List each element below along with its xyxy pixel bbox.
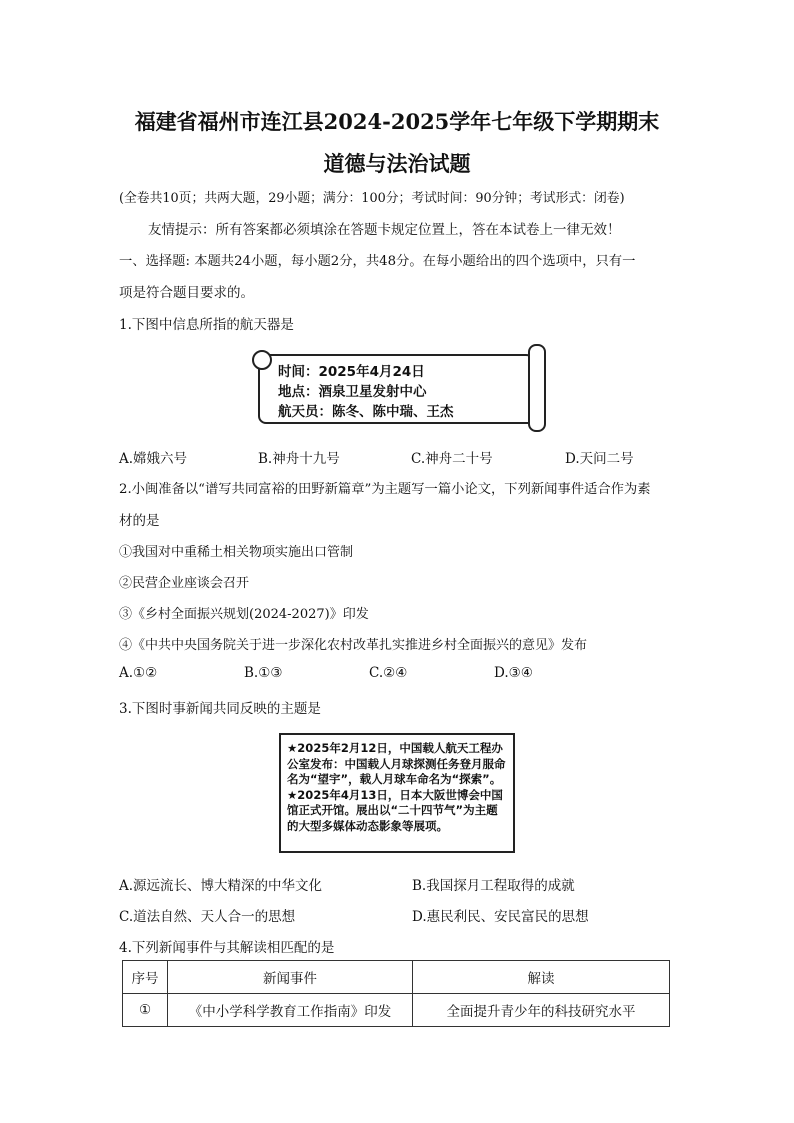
paper-title-line1: 福建省福州市连江县2024-2025学年七年级下学期期末 [134,109,660,134]
row-interpretation: 全面提升青少年的科技研究水平 [413,994,670,1027]
q1-option-b[interactable]: B.神舟十九号 [258,451,340,467]
q2-item-4: ④《中共中央国务院关于进一步深化农村改革扎实推进乡村全面振兴的意见》发布 [119,638,588,653]
q2-stem-line2: 材的是 [119,513,160,529]
q2-option-b[interactable]: B.①③ [244,665,283,681]
q3-news-item-2: ★2025年4月13日，日本大阪世博会中国馆正式开馆。展出以“二十四节气”为主题的大型多媒体动态影象等展项。 [287,787,503,833]
q1-option-d[interactable]: D.天问二号 [565,451,634,467]
section1-instructions-line1: 一、选择题: 本题共24小题，每小题2分，共48分。在每小题给出的四个选项中，只有一 [119,254,636,269]
section1-instructions-line2: 项是符合题目要求的。 [119,285,254,301]
q1-scroll-line1: 时间：2025年4月24日 [278,364,425,380]
friendly-tip: 友情提示：所有答案都必须填涂在答题卡规定位置上，答在本试卷上一律无效！ [148,222,621,238]
q2-option-c[interactable]: C.②④ [369,665,408,681]
table-row [123,994,670,1027]
q1-scroll-line3: 航天员：陈冬、陈中瑞、王杰 [278,404,454,420]
exam-info: (全卷共10页；共两大题，29小题；满分：100分；考试时间：90分钟；考试形式：闭卷) [119,191,625,206]
q1-option-a[interactable]: A.嫦娥六号 [119,451,188,467]
q3-news-box [279,733,515,853]
q2-option-d[interactable]: D.③④ [494,665,533,681]
q4-table [122,960,670,1027]
q2-item-1: ①我国对中重稀土相关物项实施出口管制 [119,545,354,560]
table-header-row [123,961,670,994]
header-cell-event: 新闻事件 [168,961,413,994]
q3-option-a[interactable]: A.源远流长、博大精深的中华文化 [119,878,323,894]
row-event: 《中小学科学教育工作指南》印发 [168,994,413,1027]
q1-option-c[interactable]: C.神舟二十号 [411,451,493,467]
q3-stem: 3.下图时事新闻共同反映的主题是 [119,701,321,717]
q2-item-3: ③《乡村全面振兴规划(2024-2027)》印发 [119,607,369,622]
header-cell-interpretation: 解读 [413,961,670,994]
scroll-curl-left [252,350,272,370]
row-number: ① [123,994,168,1027]
q1-stem: 1.下图中信息所指的航天器是 [119,317,294,333]
header-cell-number: 序号 [123,961,168,994]
q1-scroll-line2: 地点：酒泉卫星发射中心 [278,384,427,400]
q2-item-2: ②民营企业座谈会召开 [119,576,250,591]
q2-option-a[interactable]: A.①② [119,665,158,681]
q3-option-c[interactable]: C.道法自然、天人合一的思想 [119,909,296,925]
q3-option-b[interactable]: B.我国探月工程取得的成就 [412,878,575,894]
q2-stem-line1: 2.小闽准备以“谱写共同富裕的田野新篇章”为主题写一篇小论文，下列新闻事件适合作为素 [119,482,651,497]
scroll-curl-right [528,344,546,432]
q4-stem: 4.下列新闻事件与其解读相匹配的是 [119,940,335,956]
q3-news-item-1: ★2025年2月12日，中国载人航天工程办公室发布：中国载人月球探测任务登月服命名为“望宇”，载人月球车命名为“探索”。 [287,741,506,786]
paper-title-line2: 道德与法治试题 [323,151,471,176]
q3-option-d[interactable]: D.惠民利民、安民富民的思想 [412,909,589,925]
